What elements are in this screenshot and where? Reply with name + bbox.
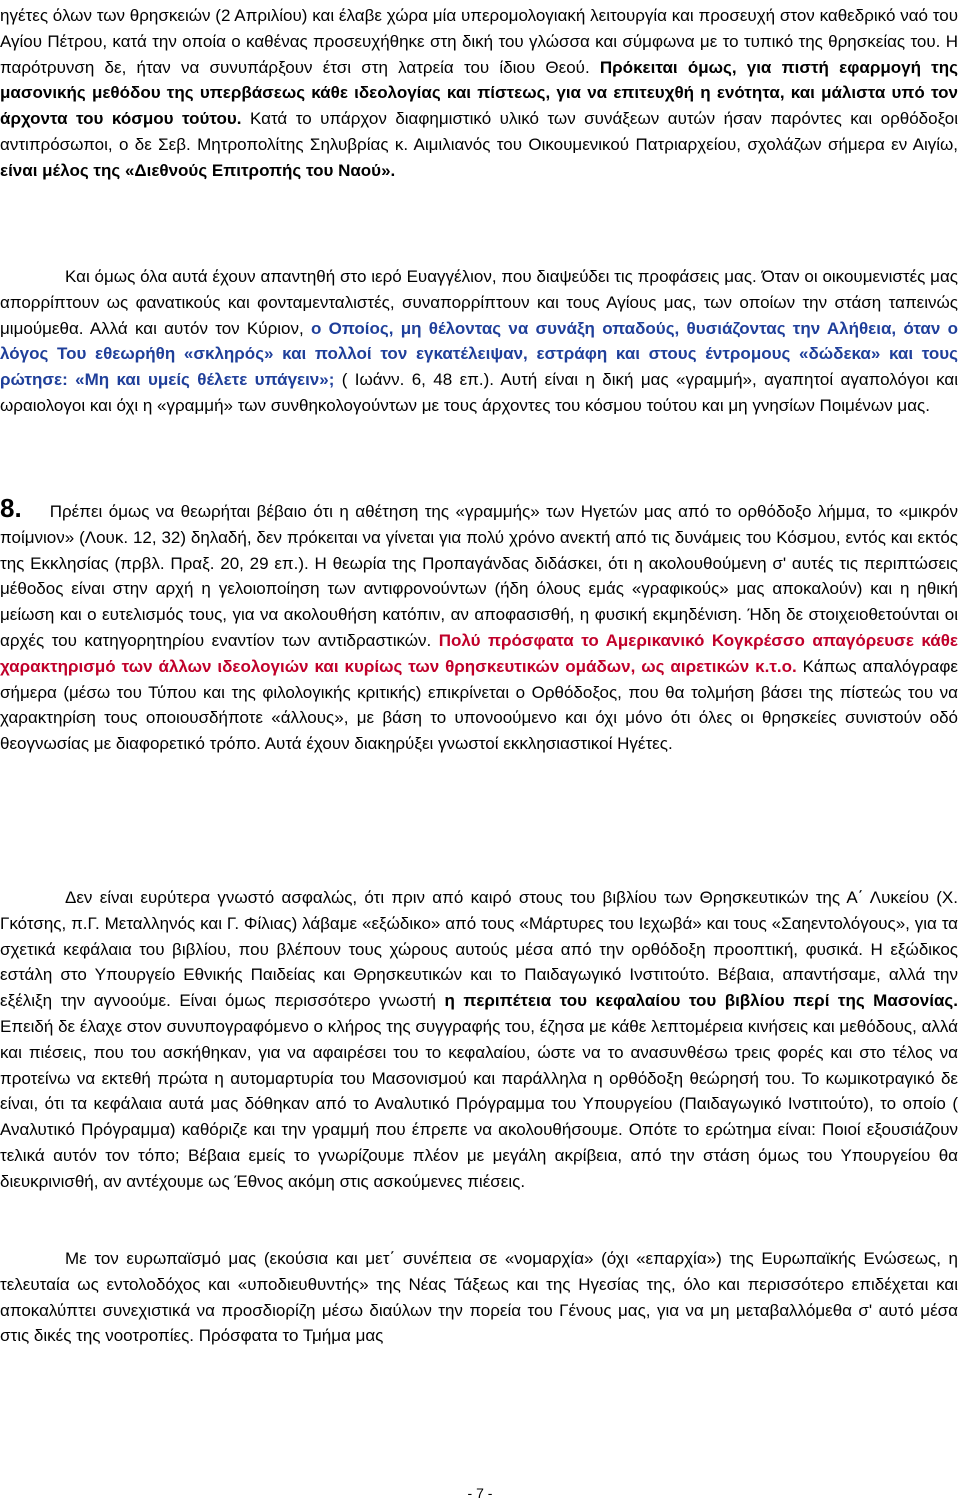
section-number: 8. (0, 493, 22, 523)
text-run: Δεν είναι ευρύτερα γνωστό ασφαλώς, ότι πριν από καιρό στους του βιβλίου των Θρησκευτικών της Α΄ Λυκείου (Χ. Γκότσης, π.Γ. Μεταλληνός και Γ. Φίλιας) λάβαμε «εξώδικο» από τους «Μάρτυρες του Ιεχωβά» και τους «Σαηεντολόγους», για τα σχετικά κεφάλαια του βιβλίου, που βλέπουν τους χώρους αυτούς μέσα από την ορθόδοξη προοπτική, φυσικά. Η εξώδικος εστάλη στο Υπουργείο Εθνικής Παιδείας και Θρησκευτικών και το Παιδαγωγικό Ινστιτούτο. Βέβαια, απαντήσαμε, αλλά την εξέλιξη την αγνοούμε. Είναι όμως περισσότερο γνωστή (0, 888, 958, 1011)
text-run: Και όμως όλα αυτά έχουν απαντηθή στο ιερό Ευαγγέλιον, που διαψεύδει τις προφάσεις μας. Όταν οι οικουμενιστές μας απορρίπτουν ως φανατικούς και φονταμενταλιστές, συναπορρίπτουν και τους Αγίους μας, των οποίων την στάση ταπεινώς μιμούμεθα. Αλλά και αυτόν τον Κύριον, (0, 267, 958, 338)
text-run: Κατά το υπάρχον διαφημιστικό υλικό των συνάξεων αυτών ήσαν παρόντες και ορθόδοξοι αντιπρόσωποι, ο δε Σεβ. Μητροπολίτης Σηλυβρίας κ. Αιμιλιανός του Οικουμενικού Πατριαρχείου, σχολάζων σήμερα εν Αιγίω, (0, 109, 958, 154)
page-number: - 7 - (467, 1485, 493, 1501)
text-run: Πρέπει όμως να θεωρήται βέβαιο ότι η αθέτηση της «γραμμής» των Ηγετών μας από το ορθόδοξο λήμμα, το «μικρόν ποίμνιον» (Λουκ. 12, 32) δηλαδή, δεν πρόκειται να γίνεται για πολύ χρόνο ανεκτή από τις δυνάμεις του Κόσμου, εντός και εκτός της Εκκλησίας (πρβλ. Πραξ. 20, 29 επ.). Η θεωρία της Προπαγάνδας διδάσκει, ότι η ακολουθούμενη σ' αυτές τις περιπτώσεις μέθοδος είναι στην αρχή η γελοιοποίηση των αντιφρονούντων (ήδη όλους εμάς «γραφικούς» μας αποκαλούν) και η ηθική μείωση και ο ευτελισμός τους, για να ακολουθήση κατόπιν, αν αποφασισθή, η φυσική εκμηδένιση. Ήδη δε στοιχειοθετούνται οι αρχές του κατηγορητηρίου εναντίον των αντιδραστικών. (0, 502, 958, 650)
text-run: Κάπως απαλόγραφε σήμερα (μέσω του Τύπου και της φιλολογικής κριτικής) επικρίνεται ο Ορθόδοξος, που θα τολμήση βάσει της πίστεώς του να χαρακτηρίση τους οποιουσδήποτε «άλλους», με βάση το υπονοούμενο και όχι μόνο ότι όλες οι θρησκείες συνιστούν οδό θεογνωσίας με διαφορετικό τρόπο. Αυτά έχουν διακηρύξει γνωστοί εκκλησιαστικοί Ηγέτες. (0, 656, 958, 754)
paragraph-1 (0, 3, 958, 184)
paragraph-2 (0, 264, 958, 419)
text-run: ηγέτες όλων των θρησκειών (2 Απριλίου) και έλαβε χώρα μία υπερομολογιακή λειτουργία και προσευχή στον καθεδρικό ναό του Αγίου Πέτρου, κατά την οποία ο καθένας προσευχήθηκε στη δική του γλώσσα και σύμφωνα με το τυπικό της θρησκείας του. Η παρότρυνση δε, ήταν να συνυπάρξουν έτσι στη λατρεία του ίδιου Θεού. (0, 6, 958, 77)
emphasis-bold: Πρόκειται όμως, για πιστή εφαρμογή της μασονικής μεθόδου της υπερβάσεως κάθε ιδεολογίας και πίστεως, για να επιτευχθή η ενότητα, και μάλιστα υπό τον άρχοντα του κόσμου τούτου. (0, 57, 958, 129)
text-run: ( Ιωάνν. 6, 48 επ.). Αυτή είναι η δική μας «γραμμή», αγαπητοί αγαπολόγοι και ωραιολογοι και όχι η «γραμμή» των συνθηκολογούντων με τους άρχοντες του κόσμου τούτου και μη γνησίων Ποιμένων μας. (0, 370, 959, 415)
emphasis-blue-bold: ο Οποίος, μη θέλοντας να συνάξη οπαδούς, θυσιάζοντας την Αλήθεια, όταν ο λόγος Του εθεωρήθη «σκληρός» και πολλοί τον εγκατέλειψαν, εστράφη και στους έντρομους «δώδεκα» και τους ρώτησε: «Μη και υμείς θέλετε υπάγειν»; (0, 318, 958, 390)
paragraph-4 (0, 885, 958, 1195)
text-run: Επειδή δε έλαχε στον συνυπογραφόμενο ο κλήρος της συγγραφής του, έζησα με κάθε λεπτομέρεια κινήσεις και μεθόδους, αλλά και πιέσεις, που του ασκήθηκαν, για να αφαιρέσει του το κεφαλαίου, ώστε να το ανασυνθέσω τρεις φορές και στο τέλος να προτείνω να εκτεθή πρώτα η αυτομαρτυρία του Μασονισμού και παράλληλα η ορθόδοξη θεώρησή του. Το κωμικοτραγικό δε είναι, ότι τα κεφάλαια αυτά μας δόθηκαν από το Αναλυτικό Πρόγραμμα του Υπουργείου (Παιδαγωγικό Ινστιτούτο), το οποίο ( Αναλυτικό Πρόγραμμα) καθόριζε και την γραμμή που έπρεπε να ακολουθήσουμε. Οπότε το ερώτημα είναι: Ποιοί εξουσιάζουν τελικά αυτόν τον τόπο; Βέβαια εμείς το γνωρίζουμε πλέον με μεγάλη ακρίβεια, από την στάση όμως του Υπουργείου θα διευκρινισθή, αν αντέχουμε ως Έθνος ακόμη στις ασκούμενες πιέσεις. (0, 1016, 958, 1191)
paragraph-5 (0, 1246, 958, 1349)
emphasis-bold: η περιπέτεια του κεφαλαίου του βιβλίου περί της Μασονίας. (444, 991, 958, 1011)
paragraph-3 (0, 493, 958, 757)
emphasis-red-bold: Πολύ πρόσφατα το Αμερικανικό Κογκρέσσο απαγόρευσε κάθε χαρακτηρισμό των άλλων ιδεολογιών και κυρίως των θρησκευτικών ομάδων, ως αιρετικών κ.τ.ο. (0, 630, 958, 676)
emphasis-bold: είναι μέλος της «Διεθνούς Επιτροπής του Ναού». (0, 160, 396, 180)
text-run: Με τον ευρωπαϊσμό μας (εκούσια και μετ΄ συνέπεια σε «νομαρχία» (όχι «επαρχία») της Ευρωπαϊκής Ενώσεως, η τελευταία ως εντολοδόχος και «υποδιευθυντής» της Νέας Τάξεως και της Ηγεσίας της, όλο και περισσότερο επιδέχεται και αποκαλύπτει συνεχιστικά να προσδιορίζη μέσω διαύλων την πορεία του Γένους μας, για να μη μεταβαλλόμεθα σ' αυτό μέσα στις δικές της νοοτροπίες. Πρόσφατα το Τμήμα μας (0, 1249, 958, 1346)
